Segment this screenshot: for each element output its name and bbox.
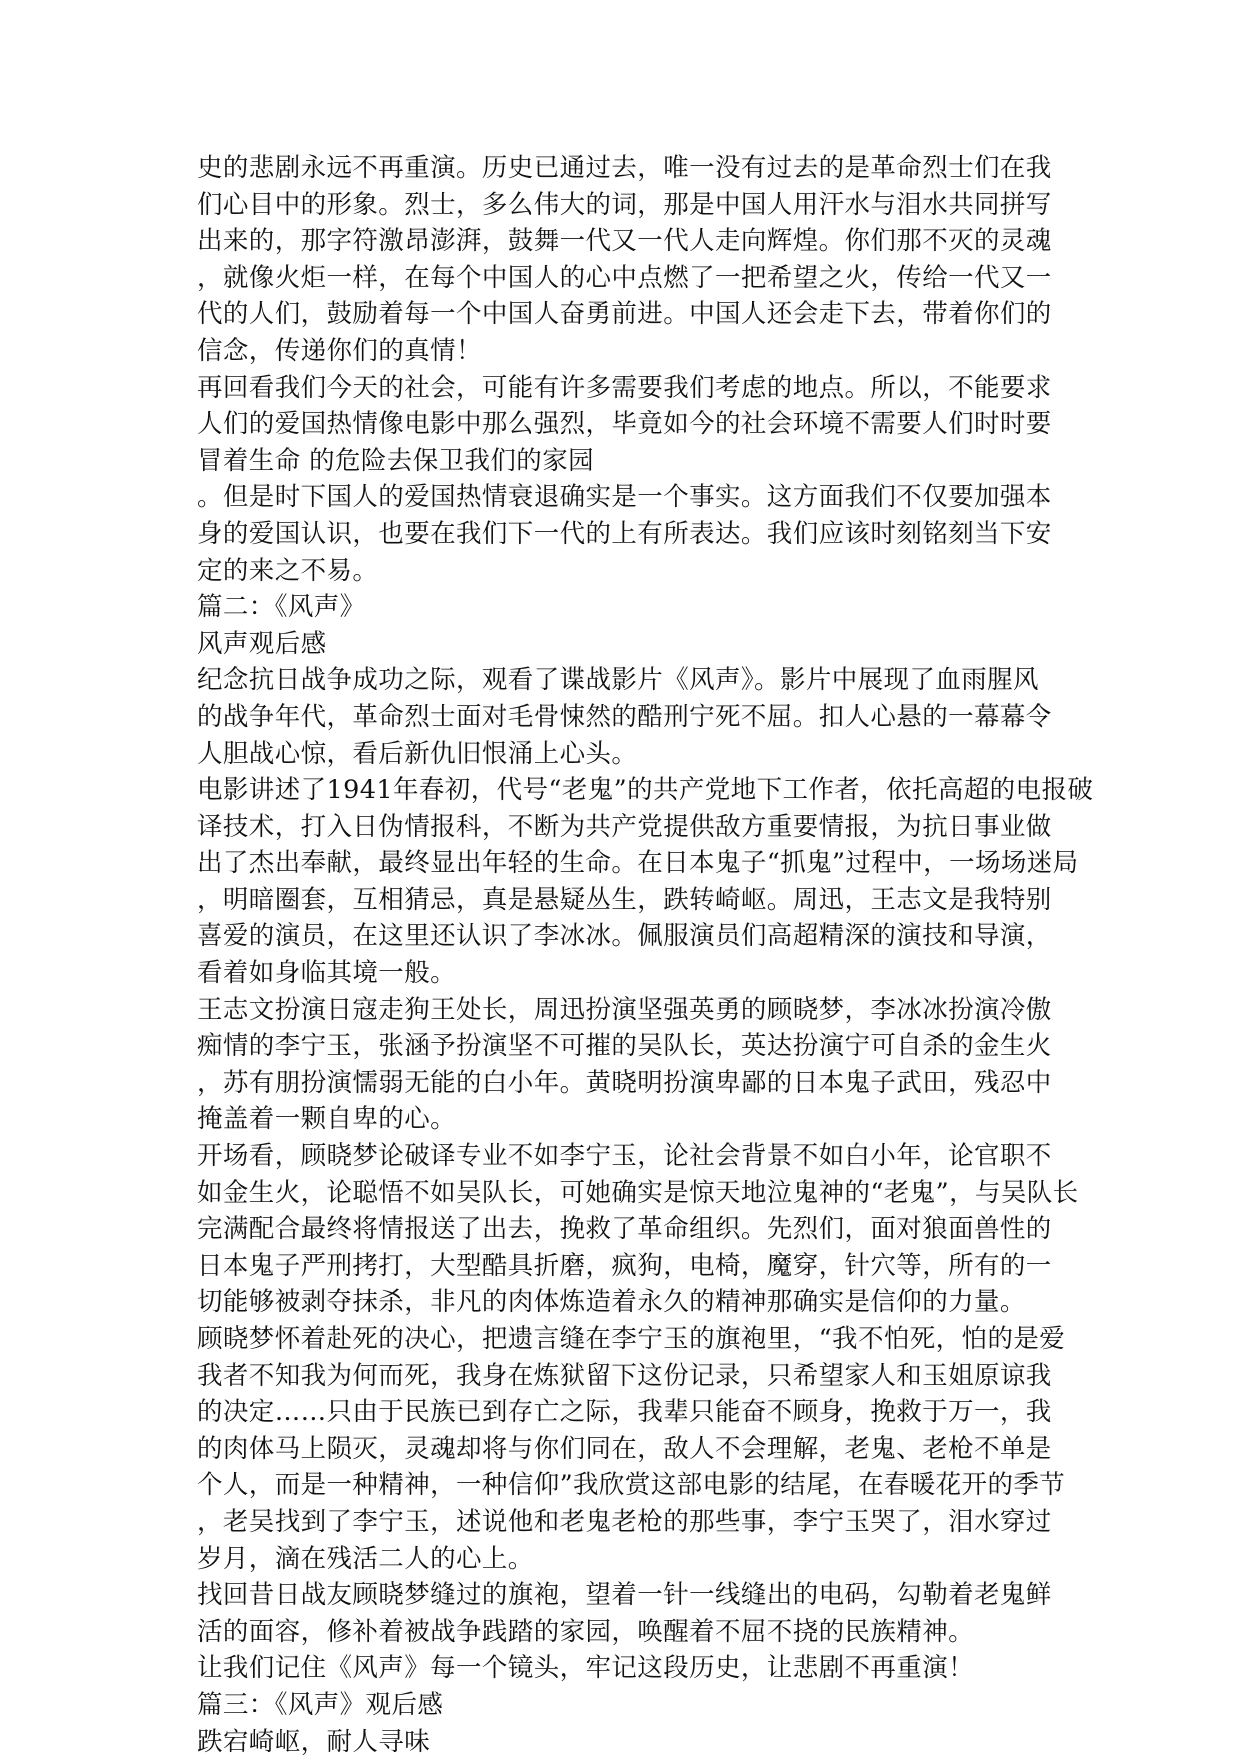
text-line: 痴情的李宁玉，张涵予扮演坚不可摧的吴队长，英达扮演宁可自杀的金生火 (197, 1031, 1052, 1062)
text-line: 们心目中的形象。烈士，多么伟大的词，那是中国人用汗水与泪水共同拼写 (197, 189, 1052, 220)
text-line: 。但是时下国人的爱国热情衰退确实是一个事实。这方面我们不仅要加强本 (197, 482, 1052, 513)
text-line: 定的来之不易。 (197, 555, 379, 586)
text-line: 再回看我们今天的社会，可能有许多需要我们考虑的地点。所以，不能要求 (197, 372, 1052, 403)
document-body (197, 150, 1094, 1760)
text-line: 如金生火，论聪悟不如吴队长，可她确实是惊天地泣鬼神的“老鬼”，与吴队长 (197, 1177, 1079, 1208)
text-line: 的肉体马上陨灭，灵魂却将与你们同在，敌人不会理解，老鬼、老枪不单是 (197, 1433, 1052, 1464)
text-line: 顾晓梦怀着赴死的决心，把遗言缝在李宁玉的旗袍里，“我不怕死，怕的是爱 (197, 1324, 1066, 1354)
text-line: 的决定……只由于民族已到存亡之际，我辈只能奋不顾身，挽救于万一，我 (197, 1397, 1052, 1428)
text-line: 我者不知我为何而死，我身在炼狱留下这份记录，只希望家人和玉姐原谅我 (197, 1360, 1052, 1391)
text-line: 完满配合最终将情报送了出去，挽救了革命组织。先烈们，面对狼面兽性的 (197, 1214, 1052, 1245)
text-line: 岁月，滴在残活二人的心上。 (197, 1543, 534, 1574)
text-line: 看着如身临其境一般。 (197, 958, 457, 989)
text-line: ，明暗圈套，互相猜忌，真是悬疑丛生，跌转崎岖。周迅，王志文是我特别 (197, 884, 1052, 915)
text-line: 让我们记住《风声》每一个镜头，牢记这段历史，让悲剧不再重演！ (197, 1653, 975, 1684)
text-line: 活的面容，修补着被战争践踏的家园，唤醒着不屈不挠的民族精神。 (197, 1616, 975, 1647)
text-line: 信念，传递你们的真情！ (197, 335, 482, 366)
text-line: 找回昔日战友顾晓梦缝过的旗袍，望着一针一线缝出的电码，勾勒着老鬼鲜 (197, 1580, 1052, 1611)
text-line: 电影讲述了1941年春初，代号“老鬼”的共产党地下工作者，依托高超的电报破 (197, 775, 1094, 806)
text-line: 开场看，顾晓梦论破译专业不如李宁玉，论社会背景不如白小年，论官职不 (197, 1141, 1052, 1172)
text-line: 喜爱的演员，在这里还认识了李冰冰。佩服演员们高超精深的演技和导演， (197, 921, 1052, 952)
text-line: 切能够被剥夺抹杀，非凡的肉体炼造着永久的精神那确实是信仰的力量。 (197, 1287, 1026, 1318)
text-line: 译技术，打入日伪情报科，不断为共产党提供敌方重要情报，为抗日事业做 (197, 811, 1052, 842)
text-line: 个人，而是一种精神，一种信仰”我欣赏这部电影的结尾，在春暖花开的季节 (197, 1470, 1066, 1501)
text-line: 出了杰出奉献，最终显出年轻的生命。在日本鬼子“抓鬼”过程中，一场场迷局 (197, 848, 1079, 879)
text-line: 冒着生命 的危险去保卫我们的家园 (197, 445, 595, 476)
article-title: 风声观后感 (197, 628, 327, 659)
text-line: ，苏有朋扮演懦弱无能的白小年。黄晓明扮演卑鄙的日本鬼子武田，残忍中 (197, 1067, 1052, 1098)
text-line: ，老吴找到了李宁玉，述说他和老鬼老枪的那些事，李宁玉哭了，泪水穿过 (197, 1506, 1052, 1537)
text-line: 纪念抗日战争成功之际，观看了谍战影片《风声》。影片中展现了血雨腥风 (197, 665, 1039, 696)
text-line: 掩盖着一颗自卑的心。 (197, 1104, 457, 1135)
section-heading: 篇三：《风声》观后感 (197, 1689, 444, 1720)
text-line: 身的爱国认识，也要在我们下一代的上有所表达。我们应该时刻铭刻当下安 (197, 518, 1052, 549)
article-title: 跌宕崎岖，耐人寻味 (197, 1726, 431, 1757)
text-line: ，就像火炬一样，在每个中国人的心中点燃了一把希望之火，传给一代又一 (197, 262, 1052, 293)
text-line: 人们的爱国热情像电影中那么强烈，毕竟如今的社会环境不需要人们时时要 (197, 409, 1052, 440)
text-line: 日本鬼子严刑拷打，大型酷具折磨，疯狗，电椅，魔穿，针穴等，所有的一 (197, 1250, 1052, 1281)
text-line: 出来的，那字符激昂澎湃，鼓舞一代又一代人走向辉煌。你们那不灭的灵魂 (197, 226, 1052, 257)
text-line: 人胆战心惊，看后新仇旧恨涌上心头。 (197, 738, 638, 769)
section-heading: 篇二：《风声》 (197, 592, 366, 623)
text-line: 的战争年代，革命烈士面对毛骨悚然的酷刑宁死不屈。扣人心悬的一幕幕令 (197, 701, 1052, 732)
text-line: 代的人们，鼓励着每一个中国人奋勇前进。中国人还会走下去，带着你们的 (197, 299, 1052, 330)
text-line: 王志文扮演日寇走狗王处长，周迅扮演坚强英勇的顾晓梦，李冰冰扮演冷傲 (197, 994, 1052, 1025)
text-line: 史的悲剧永远不再重演。历史已通过去，唯一没有过去的是革命烈士们在我 (197, 153, 1052, 183)
